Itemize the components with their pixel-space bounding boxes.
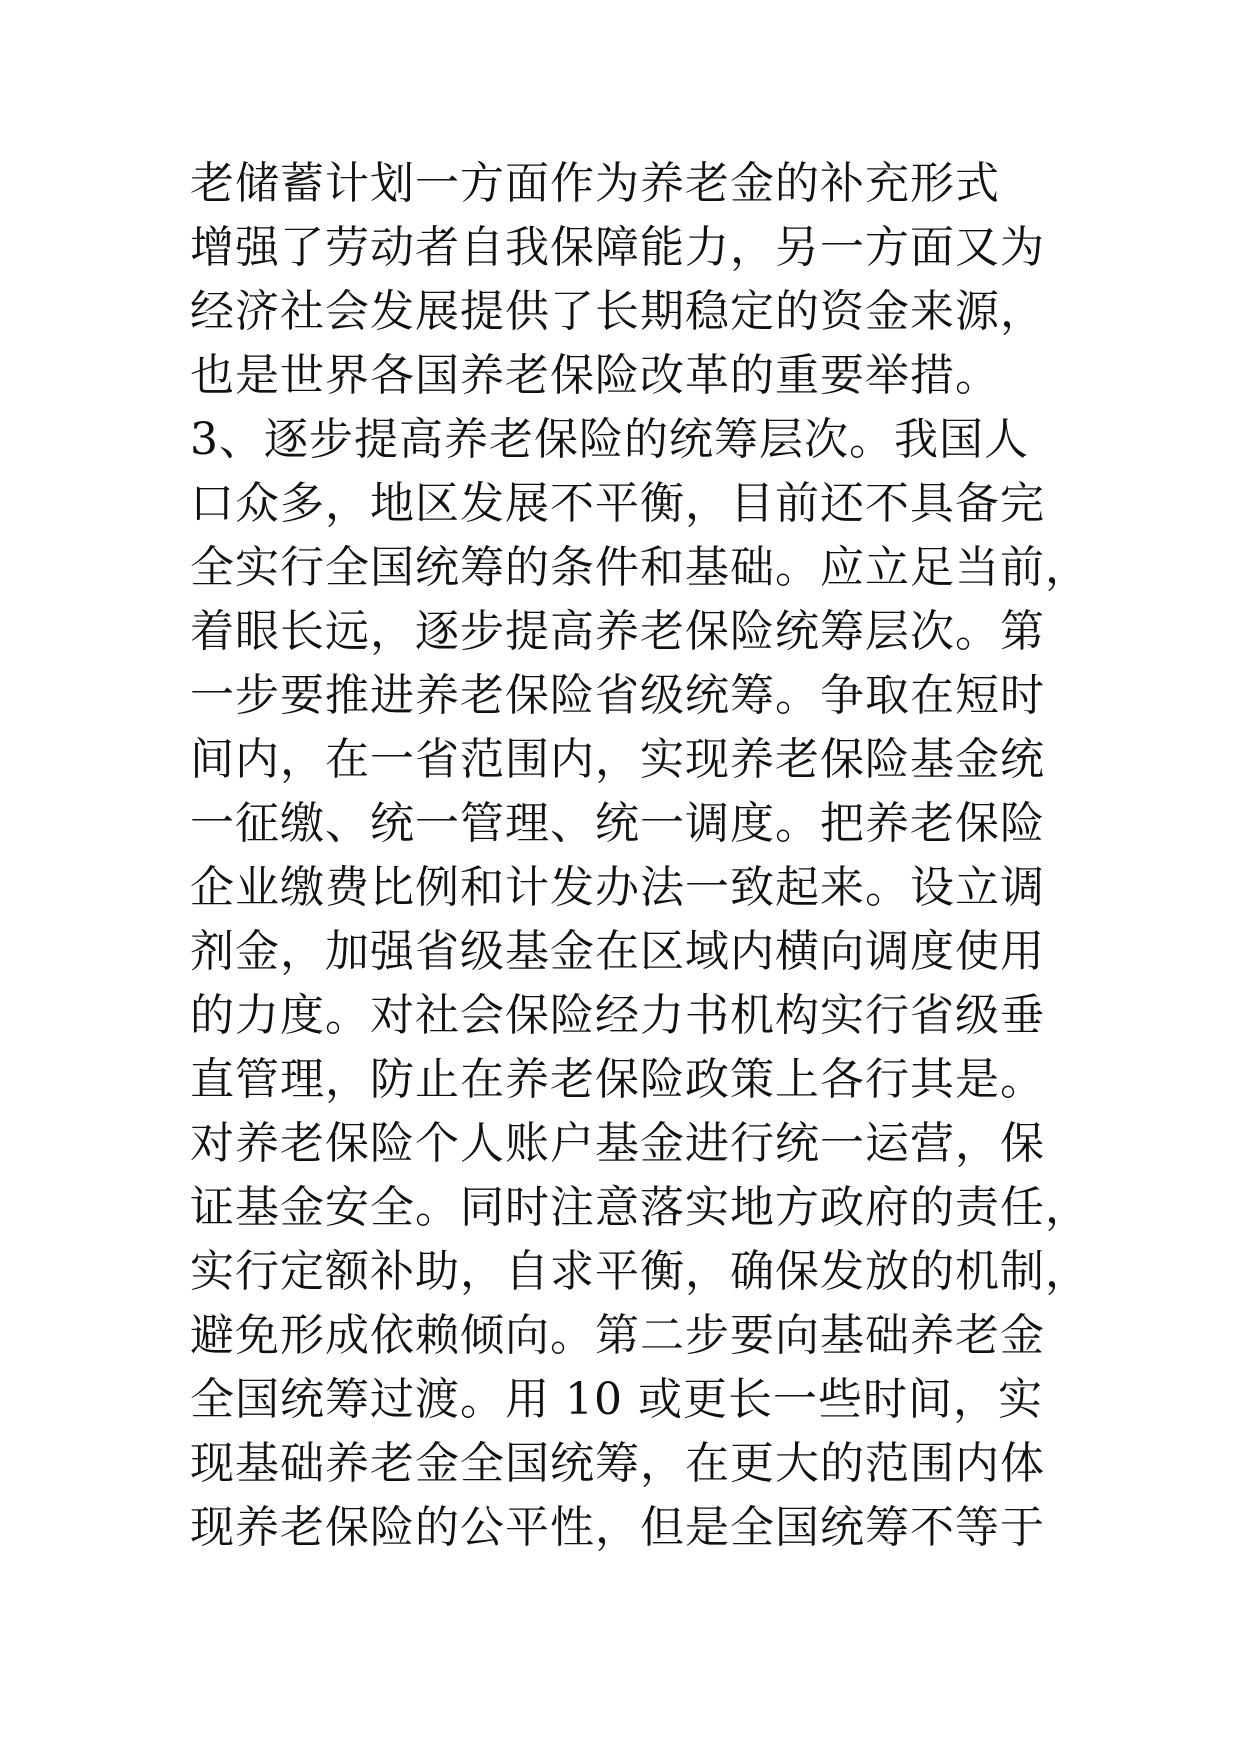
text-line: 直管理，防止在养老保险政策上各行其是。	[190, 1054, 1045, 1105]
text-line: 企业缴费比例和计发办法一致起来。设立调	[190, 862, 1045, 913]
text-line: 全国统筹过渡。用 10 或更长一些时间，实	[190, 1374, 1043, 1425]
text-line: 对养老保险个人账户基金进行统一运营，保	[190, 1118, 1045, 1169]
text-line: 着眼长远，逐步提高养老保险统筹层次。第	[190, 606, 1045, 657]
text-line: 全实行全国统筹的条件和基础。应立足当前，	[190, 542, 1090, 593]
text-line: 老储蓄计划一方面作为养老金的补充形式	[190, 158, 1000, 209]
text-line: 现基础养老金全国统筹，在更大的范围内体	[190, 1438, 1045, 1489]
text-line: 3、逐步提高养老保险的统筹层次。我国人	[190, 414, 1029, 465]
text-line: 的力度。对社会保险经力书机构实行省级垂	[190, 990, 1045, 1041]
text-line: 间内，在一省范围内，实现养老保险基金统	[190, 734, 1045, 785]
text-line: 也是世界各国养老保险改革的重要举措。	[190, 350, 1000, 401]
text-line: 一征缴、统一管理、统一调度。把养老保险	[190, 798, 1045, 849]
text-line: 避免形成依赖倾向。第二步要向基础养老金	[190, 1310, 1045, 1361]
text-line: 证基金安全。同时注意落实地方政府的责任，	[190, 1182, 1090, 1233]
text-line: 口众多，地区发展不平衡，目前还不具备完	[190, 478, 1045, 529]
text-line: 现养老保险的公平性，但是全国统筹不等于	[190, 1502, 1045, 1553]
text-line: 经济社会发展提供了长期稳定的资金来源，	[190, 286, 1045, 337]
text-line: 剂金，加强省级基金在区域内横向调度使用	[190, 926, 1045, 977]
body-text	[190, 152, 1090, 1560]
text-line: 一步要推进养老保险省级统筹。争取在短时	[190, 670, 1045, 721]
text-line: 增强了劳动者自我保障能力，另一方面又为	[190, 222, 1045, 273]
text-line: 实行定额补助，自求平衡，确保发放的机制，	[190, 1246, 1090, 1297]
